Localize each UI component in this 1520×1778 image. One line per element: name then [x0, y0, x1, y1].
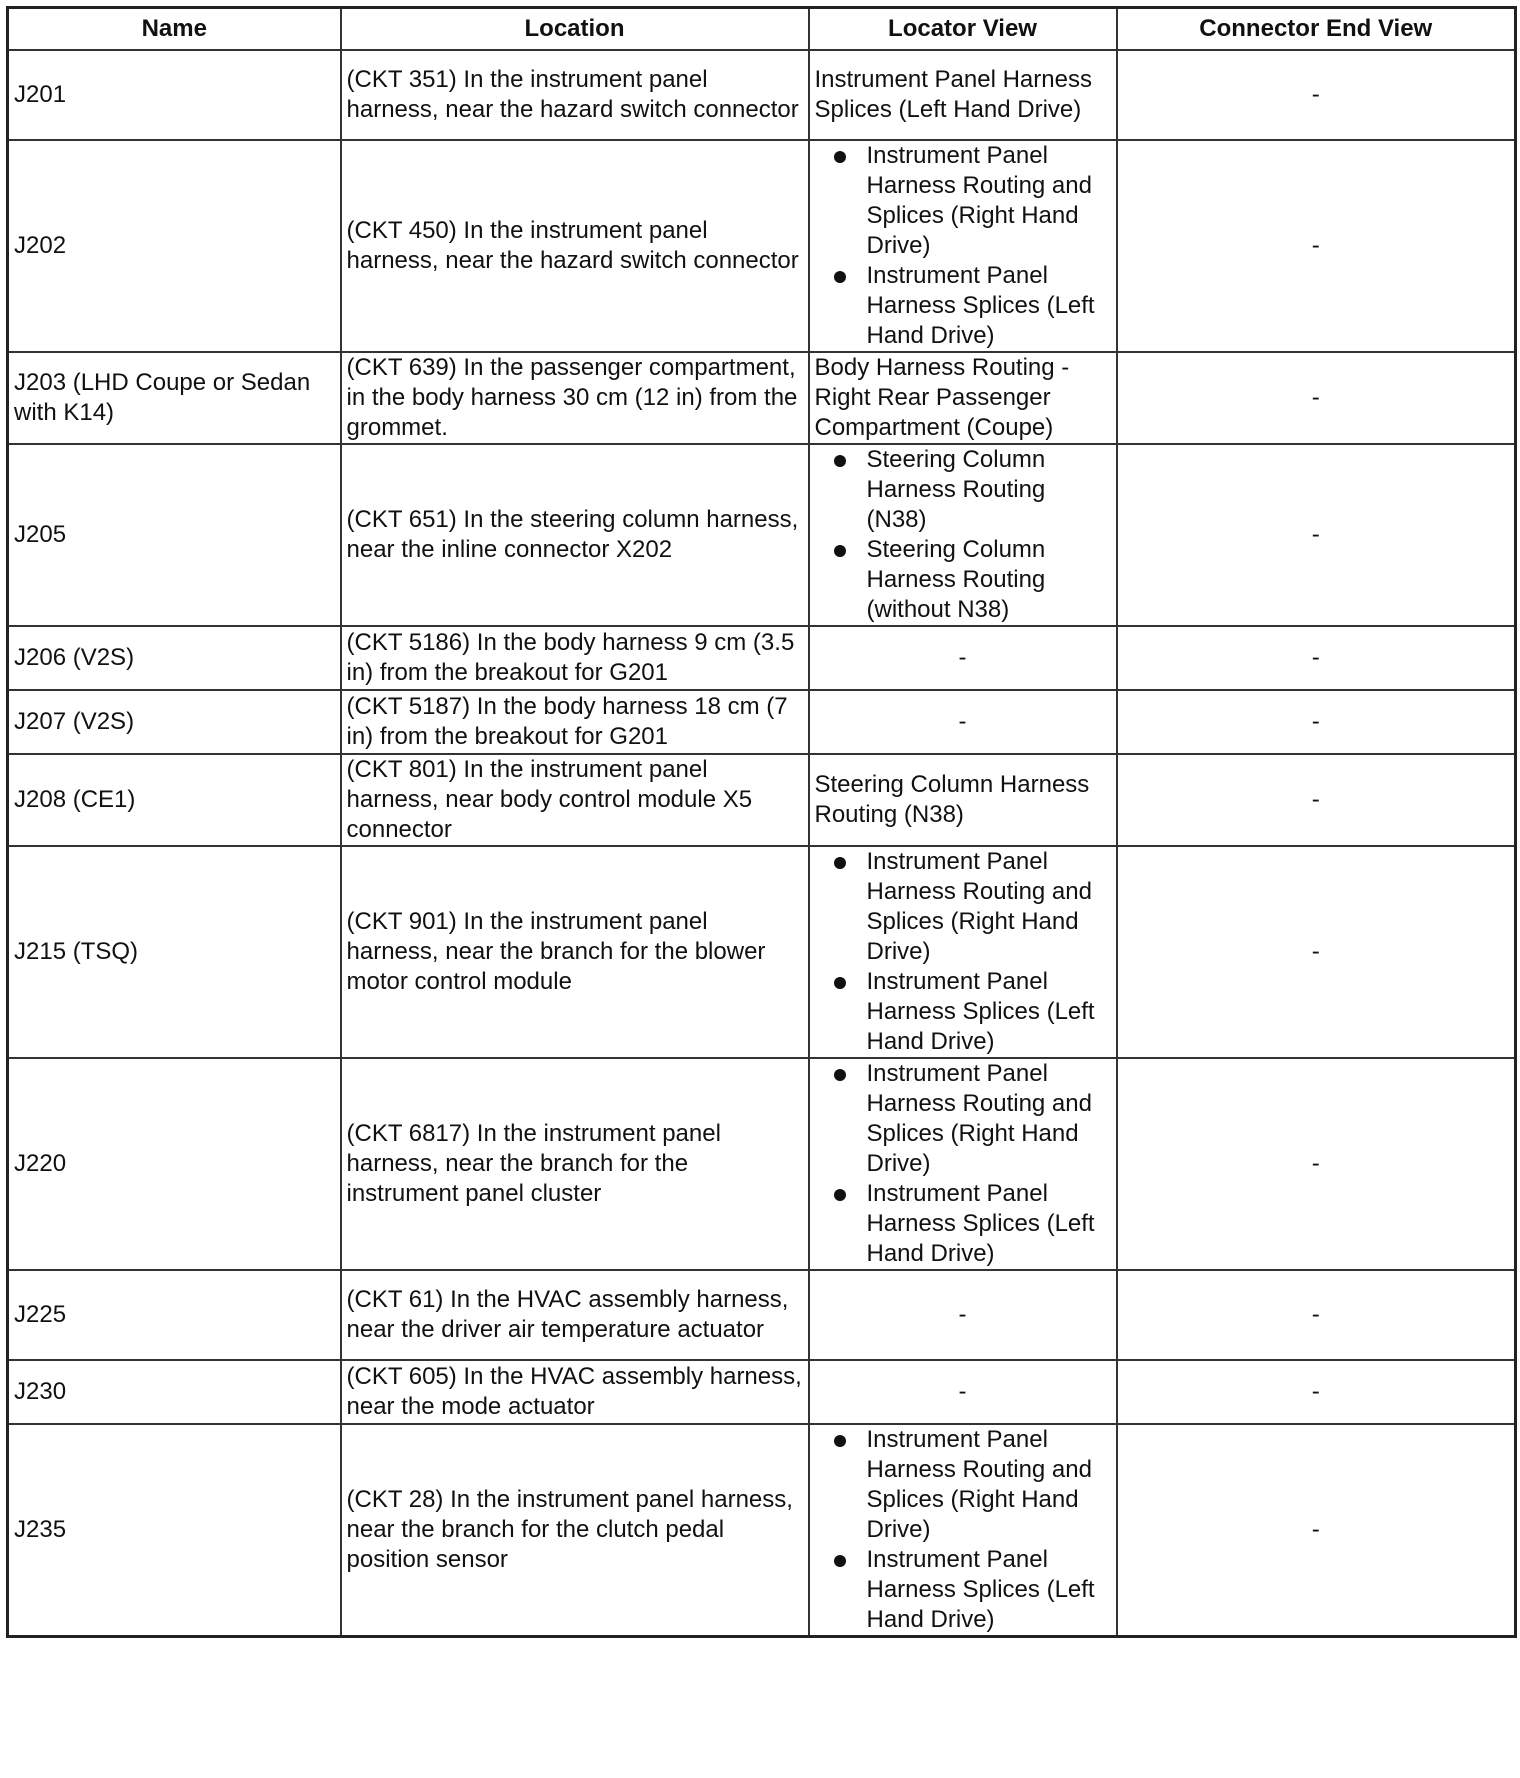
locator-view-list — [815, 1059, 1111, 1269]
header-locator-view: Locator View — [809, 8, 1117, 51]
splice-name-cell: J203 (LHD Coupe or Sedan with K14) — [8, 352, 341, 444]
table-row — [8, 352, 1516, 444]
table-row — [8, 690, 1516, 754]
table-row — [8, 50, 1516, 140]
location-cell: (CKT 801) In the instrument panel harness, near body control module X5 connector — [341, 754, 809, 846]
locator-view-cell — [809, 140, 1117, 352]
locator-view-cell — [809, 1058, 1117, 1270]
locator-view-list — [815, 445, 1111, 625]
locator-view-link[interactable]: Instrument Panel Harness Splices (Left Hand Drive) — [815, 967, 1111, 1057]
location-cell: (CKT 61) In the HVAC assembly harness, near the driver air temperature actuator — [341, 1270, 809, 1360]
locator-view-list — [815, 141, 1111, 351]
empty-value: - — [958, 1378, 967, 1405]
locator-view-link[interactable]: Instrument Panel Harness Routing and Splices (Right Hand Drive) — [815, 847, 1111, 967]
splice-name-cell: J235 — [8, 1424, 341, 1637]
connector-end-view-cell: - — [1117, 1360, 1516, 1424]
locator-view-cell — [809, 1270, 1117, 1360]
table-row — [8, 140, 1516, 352]
locator-view-list — [815, 847, 1111, 1057]
location-cell: (CKT 639) In the passenger compartment, in the body harness 30 cm (12 in) from the grommet. — [341, 352, 809, 444]
locator-view-link[interactable]: Instrument Panel Harness Splices (Left Hand Drive) — [815, 1179, 1111, 1269]
locator-view-link[interactable]: Steering Column Harness Routing (without N38) — [815, 535, 1111, 625]
connector-end-view-cell: - — [1117, 754, 1516, 846]
locator-view-link[interactable]: Instrument Panel Harness Splices (Left Hand Drive) — [815, 261, 1111, 351]
location-cell: (CKT 605) In the HVAC assembly harness, near the mode actuator — [341, 1360, 809, 1424]
location-cell: (CKT 5186) In the body harness 9 cm (3.5 in) from the breakout for G201 — [341, 626, 809, 690]
locator-view-cell — [809, 50, 1117, 140]
table-row — [8, 846, 1516, 1058]
connector-end-view-cell: - — [1117, 352, 1516, 444]
table-row — [8, 1270, 1516, 1360]
locator-view-cell — [809, 1360, 1117, 1424]
table-row — [8, 1424, 1516, 1637]
locator-view-cell — [809, 690, 1117, 754]
splice-name-cell: J230 — [8, 1360, 341, 1424]
splice-name-cell: J205 — [8, 444, 341, 626]
location-cell: (CKT 28) In the instrument panel harness, near the branch for the clutch pedal position sensor — [341, 1424, 809, 1637]
table-body — [8, 50, 1516, 1637]
splice-name-cell: J220 — [8, 1058, 341, 1270]
locator-view-cell — [809, 846, 1117, 1058]
table-header — [8, 8, 1516, 51]
locator-view-cell — [809, 754, 1117, 846]
locator-view-link[interactable]: Body Harness Routing - Right Rear Passenger Compartment (Coupe) — [814, 354, 1070, 441]
connector-end-view-cell: - — [1117, 690, 1516, 754]
table-row — [8, 1058, 1516, 1270]
splice-name-cell: J202 — [8, 140, 341, 352]
connector-end-view-cell: - — [1117, 626, 1516, 690]
header-row — [8, 8, 1516, 51]
splice-name-cell: J225 — [8, 1270, 341, 1360]
locator-view-link[interactable]: Instrument Panel Harness Routing and Splices (Right Hand Drive) — [815, 1425, 1111, 1545]
splice-name-cell: J206 (V2S) — [8, 626, 341, 690]
table-row — [8, 626, 1516, 690]
location-cell: (CKT 450) In the instrument panel harness, near the hazard switch connector — [341, 140, 809, 352]
connector-end-view-cell: - — [1117, 444, 1516, 626]
connector-end-view-cell: - — [1117, 1424, 1516, 1637]
table-row — [8, 444, 1516, 626]
locator-view-link[interactable]: Instrument Panel Harness Splices (Left Hand Drive) — [815, 1545, 1111, 1635]
connector-end-view-cell: - — [1117, 50, 1516, 140]
locator-view-link[interactable]: Steering Column Harness Routing (N38) — [815, 445, 1111, 535]
location-cell: (CKT 5187) In the body harness 18 cm (7 in) from the breakout for G201 — [341, 690, 809, 754]
splice-name-cell: J207 (V2S) — [8, 690, 341, 754]
connector-end-view-cell: - — [1117, 846, 1516, 1058]
location-cell: (CKT 901) In the instrument panel harness, near the branch for the blower motor control module — [341, 846, 809, 1058]
connector-end-view-cell: - — [1117, 1270, 1516, 1360]
empty-value: - — [958, 644, 967, 671]
empty-value: - — [958, 1301, 967, 1328]
connector-end-view-cell: - — [1117, 140, 1516, 352]
splice-name-cell: J208 (CE1) — [8, 754, 341, 846]
locator-view-list — [815, 1425, 1111, 1635]
splice-name-cell: J201 — [8, 50, 341, 140]
table-row — [8, 1360, 1516, 1424]
header-location: Location — [341, 8, 809, 51]
connector-end-view-cell: - — [1117, 1058, 1516, 1270]
locator-view-cell — [809, 352, 1117, 444]
location-cell: (CKT 351) In the instrument panel harness, near the hazard switch connector — [341, 50, 809, 140]
header-name: Name — [8, 8, 341, 51]
location-cell: (CKT 6817) In the instrument panel harness, near the branch for the instrument panel cluster — [341, 1058, 809, 1270]
locator-view-cell — [809, 444, 1117, 626]
locator-view-cell — [809, 626, 1117, 690]
splice-name-cell: J215 (TSQ) — [8, 846, 341, 1058]
header-connector-end-view: Connector End View — [1117, 8, 1516, 51]
locator-view-link[interactable]: Steering Column Harness Routing (N38) — [814, 771, 1090, 828]
locator-view-link[interactable]: Instrument Panel Harness Routing and Splices (Right Hand Drive) — [815, 1059, 1111, 1179]
location-cell: (CKT 651) In the steering column harness, near the inline connector X202 — [341, 444, 809, 626]
empty-value: - — [958, 708, 967, 735]
locator-view-link[interactable]: Instrument Panel Harness Splices (Left Hand Drive) — [814, 66, 1092, 123]
locator-view-cell — [809, 1424, 1117, 1637]
splice-table — [6, 6, 1517, 1638]
locator-view-link[interactable]: Instrument Panel Harness Routing and Splices (Right Hand Drive) — [815, 141, 1111, 261]
table-row — [8, 754, 1516, 846]
